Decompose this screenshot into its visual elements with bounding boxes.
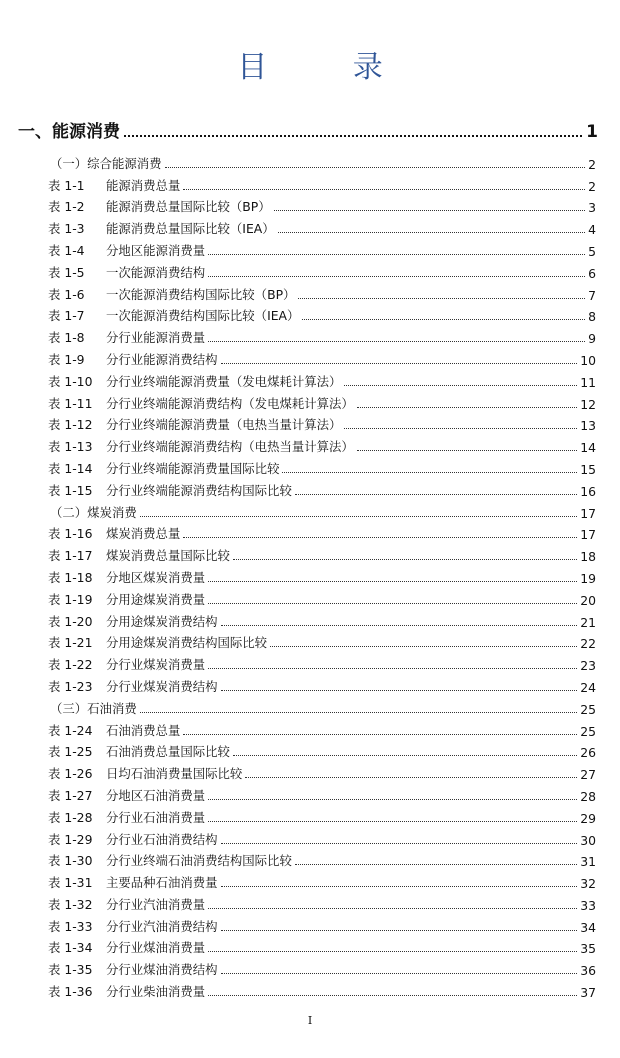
dot-leader [221,624,578,626]
toc-entry-title: 主要品种石油消费量 [106,875,218,891]
toc-page-number: 18 [580,549,596,565]
toc-table-entry[interactable] [48,673,596,695]
toc-table-number: 表 1-30 [48,853,93,869]
toc-page-number: 32 [580,876,596,892]
toc-table-number: 表 1-13 [48,439,93,455]
toc-table-number: 表 1-3 [48,221,85,237]
toc-table-entry[interactable] [48,346,596,368]
toc-entry-label [48,437,354,455]
toc-table-entry[interactable] [48,412,596,434]
toc-page-number: 14 [580,440,596,456]
toc-entry-label [48,328,205,346]
chapter-entry[interactable] [18,116,598,142]
dot-leader [295,863,577,865]
toc-table-number: 表 1-15 [48,482,93,498]
dot-leader [357,449,577,451]
toc-page-number: 24 [580,679,596,695]
toc-table-entry[interactable] [48,760,596,782]
toc-entry-title: 分行业终端石油消费结构国际比较 [106,853,292,869]
toc-page-number: 25 [580,723,596,739]
toc-table-entry[interactable] [48,935,596,957]
toc-table-number: 表 1-5 [48,264,85,280]
toc-table-entry[interactable] [48,891,596,913]
dot-leader [183,536,577,538]
toc-table-entry[interactable] [48,324,596,346]
toc-page-number: 17 [580,505,596,521]
toc-table-number: 表 1-1 [48,177,85,193]
toc-entry-title: 分地区能源消费量 [106,242,206,258]
toc-page-number: 9 [588,331,596,347]
toc-entry-label [48,481,292,499]
toc-table-entry[interactable] [48,630,596,652]
toc-entry-title: 分用途煤炭消费量 [106,591,206,607]
toc-table-number: 表 1-29 [48,831,93,847]
toc-entry-title: 能源消费总量国际比较（IEA） [106,221,275,237]
toc-table-number: 表 1-34 [48,940,93,956]
toc-entry-title: 分行业能源消费量 [106,330,206,346]
toc-page-number: 2 [588,178,596,194]
toc-entry-title: 一次能源消费结构国际比较（BP） [106,286,296,302]
toc-entry-label [48,873,218,891]
toc-table-entry[interactable] [48,869,596,891]
toc-entry-label [50,503,137,521]
toc-table-number: 表 1-6 [48,286,85,302]
toc-page-number: 21 [580,614,596,630]
toc-page-number: 4 [588,222,596,238]
toc-table-number: 表 1-14 [48,460,93,476]
toc-entry-label [48,655,205,673]
toc-page-number: 3 [588,200,596,216]
toc-page-number: 22 [580,636,596,652]
toc-page-number: 33 [580,897,596,913]
toc-entry-label [48,917,218,935]
dot-leader [344,427,577,429]
toc-table-number: 表 1-7 [48,308,85,324]
toc-entry-title: 煤炭消费总量国际比较 [106,548,230,564]
dot-leader [183,188,585,190]
dot-leader [140,515,577,517]
toc-page-number: 20 [580,592,596,608]
toc-table-number: 表 1-9 [48,351,85,367]
toc-table-entry[interactable] [48,739,596,761]
dot-leader [357,406,577,408]
dot-leader [221,885,578,887]
toc-entry-title: 石油消费总量 [106,722,181,738]
toc-entry-label [48,176,180,194]
dot-leader [245,776,577,778]
toc-entry-title: 石油消费总量国际比较 [106,744,230,760]
footer-page-number: I [307,1014,313,1027]
toc-entry-label [50,699,137,717]
toc-page-number: 27 [580,767,596,783]
toc-entry-label [48,263,205,281]
toc-table-number: 表 1-28 [48,809,93,825]
dot-leader [221,362,578,364]
toc-entry-label [48,372,341,390]
toc-page-number: 16 [580,483,596,499]
toc-entry-title: 分行业石油消费量 [106,809,206,825]
toc-table-number: 表 1-8 [48,330,85,346]
toc-entry-title: 分行业终端能源消费结构国际比较 [106,482,292,498]
toc-section-entry[interactable] [50,499,596,521]
toc-page-number: 35 [580,941,596,957]
toc-table-number: 表 1-22 [48,657,93,673]
toc-page-number: 19 [580,570,596,586]
toc-page-number: 23 [580,658,596,674]
toc-entry-title: 分行业汽油消费结构 [106,918,218,934]
toc-table-number: 表 1-25 [48,744,93,760]
toc-table-entry[interactable] [48,237,596,259]
toc-entry-title: 一次能源消费结构 [106,264,206,280]
dot-leader [221,689,578,691]
toc-page-number: 10 [580,352,596,368]
dot-leader [278,231,585,233]
toc-table-number: 表 1-24 [48,722,93,738]
toc-entry-label [48,590,205,608]
toc-page-number: 13 [580,418,596,434]
toc-table-number: 表 1-16 [48,526,93,542]
dot-leader [208,667,577,669]
toc-section-entry[interactable] [50,150,596,172]
dot-leader [344,384,577,386]
toc-entry-title: 分行业终端能源消费量国际比较 [106,460,280,476]
toc-entry-label [48,830,218,848]
toc-entry-label [48,764,242,782]
toc-entry-label [48,938,205,956]
toc-entry-label [48,546,230,564]
toc-page-number: 36 [580,963,596,979]
toc-table-number: 表 1-21 [48,635,93,651]
toc-table-entry[interactable] [48,215,596,237]
toc-entry-title: 分行业汽油消费量 [106,896,206,912]
toc-table-entry[interactable] [48,826,596,848]
dot-leader [208,602,577,604]
toc-table-entry[interactable] [48,390,596,412]
dot-leader [208,340,585,342]
dot-leader [295,493,577,495]
toc-entry-label [48,786,205,804]
toc-table-entry[interactable] [48,848,596,870]
toc-table-entry[interactable] [48,956,596,978]
dot-leader [221,842,578,844]
toc-section-entry[interactable] [50,695,596,717]
toc-entry-title: 分行业煤油消费量 [106,940,206,956]
dot-leader [208,798,577,800]
toc-entry-label [48,219,275,237]
toc-entry-label [48,895,205,913]
toc-table-number: 表 1-11 [48,395,93,411]
toc-table-entry[interactable] [48,303,596,325]
toc-page-number: 26 [580,745,596,761]
toc-table-number: 表 1-36 [48,984,93,1000]
toc-page-number: 31 [580,854,596,870]
toc-table-number: 表 1-31 [48,875,93,891]
toc-page-number: 12 [580,396,596,412]
toc-table-number: 表 1-27 [48,787,93,803]
toc-table-entry[interactable] [48,913,596,935]
toc-entry-title: （三）石油消费 [50,700,137,716]
toc-entry-label [48,612,218,630]
toc-table-number: 表 1-35 [48,962,93,978]
dot-leader [270,645,577,647]
dot-leader [208,950,577,952]
toc-page-number: 25 [580,701,596,717]
page-title: 目 录 [237,50,421,85]
toc-entry-label [48,568,205,586]
toc-table-entry[interactable] [48,608,596,630]
toc-entry-label [48,197,271,215]
toc-entry-title: 分行业煤油消费结构 [106,962,218,978]
toc-page-number: 17 [580,527,596,543]
toc-entry-title: 分用途煤炭消费结构 [106,613,218,629]
toc-entry-title: 分行业煤炭消费量 [106,657,206,673]
toc-table-number: 表 1-19 [48,591,93,607]
dot-leader [140,711,577,713]
toc-entry-label [48,350,218,368]
toc-entry-title: 分行业终端能源消费量（电热当量计算法） [106,417,342,433]
toc-entry-title: 分行业终端能源消费量（发电煤耗计算法） [106,373,342,389]
dot-leader [165,166,586,168]
toc-entry-list [0,150,620,1000]
toc-entry-title: 日均石油消费量国际比较 [106,766,243,782]
toc-entry-label [48,982,205,1000]
dot-leader [208,275,585,277]
toc-entry-label [48,241,205,259]
toc-table-entry[interactable] [48,564,596,586]
toc-table-number: 表 1-2 [48,199,85,215]
toc-entry-label [48,285,295,303]
toc-entry-label [48,721,180,739]
toc-table-entry[interactable] [48,455,596,477]
dot-leader [298,297,585,299]
toc-table-number: 表 1-18 [48,569,93,585]
dot-leader [221,929,578,931]
dot-leader [208,580,577,582]
toc-entry-title: 分行业柴油消费量 [106,984,206,1000]
toc-page-number: 2 [588,156,596,172]
toc-entry-label [48,960,218,978]
toc-table-number: 表 1-17 [48,548,93,564]
toc-page-number: 30 [580,832,596,848]
dot-leader [233,558,577,560]
dot-leader [208,820,577,822]
toc-page-number: 5 [588,243,596,259]
toc-entry-title: 分行业终端能源消费结构（发电煤耗计算法） [106,395,354,411]
toc-entry-label [48,633,267,651]
toc-entry-title: 分行业石油消费结构 [106,831,218,847]
toc-table-number: 表 1-26 [48,766,93,782]
toc-entry-label [48,524,180,542]
toc-table-number: 表 1-23 [48,678,93,694]
toc-entry-title: 煤炭消费总量 [106,526,181,542]
toc-entry-title: 分地区煤炭消费量 [106,569,206,585]
toc-table-number: 表 1-32 [48,896,93,912]
dot-leader [233,754,577,756]
toc-table-number: 表 1-12 [48,417,93,433]
toc-entry-label [50,154,162,172]
dot-leader [183,733,577,735]
toc-table-entry[interactable] [48,542,596,564]
toc-table-entry[interactable] [48,433,596,455]
toc-page-number: 8 [588,309,596,325]
dot-leader [282,471,577,473]
toc-entry-title: （一）综合能源消费 [50,155,162,171]
toc-table-number: 表 1-20 [48,613,93,629]
toc-table-entry[interactable] [48,651,596,673]
dot-leader [208,994,577,996]
toc-entry-title: 分行业能源消费结构 [106,351,218,367]
toc-entry-title: 分用途煤炭消费结构国际比较 [106,635,268,651]
toc-table-entry[interactable] [48,194,596,216]
toc-entry-label [48,851,292,869]
toc-table-entry[interactable] [48,521,596,543]
toc-page-number: 11 [580,374,596,390]
dot-leader [274,209,585,211]
toc-table-entry[interactable] [48,782,596,804]
toc-table-entry[interactable] [48,804,596,826]
toc-table-entry[interactable] [48,477,596,499]
toc-entry-label [48,415,341,433]
toc-page-number: 29 [580,810,596,826]
chapter-page-number: 1 [586,122,598,142]
toc-page-number: 37 [580,985,596,1001]
toc-table-entry[interactable] [48,172,596,194]
dot-leader [208,253,585,255]
toc-table-entry[interactable] [48,978,596,1000]
toc-entry-label [48,394,354,412]
toc-entry-label [48,459,279,477]
toc-entry-title: 分行业煤炭消费结构 [106,678,218,694]
toc-entry-title: 一次能源消费结构国际比较（IEA） [106,308,300,324]
dot-leader [221,972,578,974]
toc-table-number: 表 1-4 [48,242,85,258]
toc-page-number: 6 [588,265,596,281]
toc-entry-label [48,742,230,760]
toc-table-entry[interactable] [48,259,596,281]
toc-page-number: 7 [588,287,596,303]
dot-leader [124,134,582,137]
toc-table-number: 表 1-33 [48,918,93,934]
toc-table-entry[interactable] [48,368,596,390]
toc-entry-title: （二）煤炭消费 [50,504,137,520]
toc-entry-title: 分地区石油消费量 [106,787,206,803]
toc-table-entry[interactable] [48,717,596,739]
toc-table-entry[interactable] [48,586,596,608]
dot-leader [208,907,577,909]
toc-page-number: 34 [580,919,596,935]
chapter-label: 一、能源消费 [18,122,120,142]
toc-page-number: 15 [580,461,596,477]
toc-entry-title: 分行业终端能源消费结构（电热当量计算法） [106,439,354,455]
dot-leader [302,318,585,320]
toc-entry-label [48,808,205,826]
toc-entry-label [48,306,299,324]
toc-entry-title: 能源消费总量 [106,177,181,193]
toc-page-number: 28 [580,788,596,804]
toc-table-entry[interactable] [48,281,596,303]
toc-entry-title: 能源消费总量国际比较（BP） [106,199,271,215]
toc-entry-label [48,677,218,695]
toc-table-number: 表 1-10 [48,373,93,389]
